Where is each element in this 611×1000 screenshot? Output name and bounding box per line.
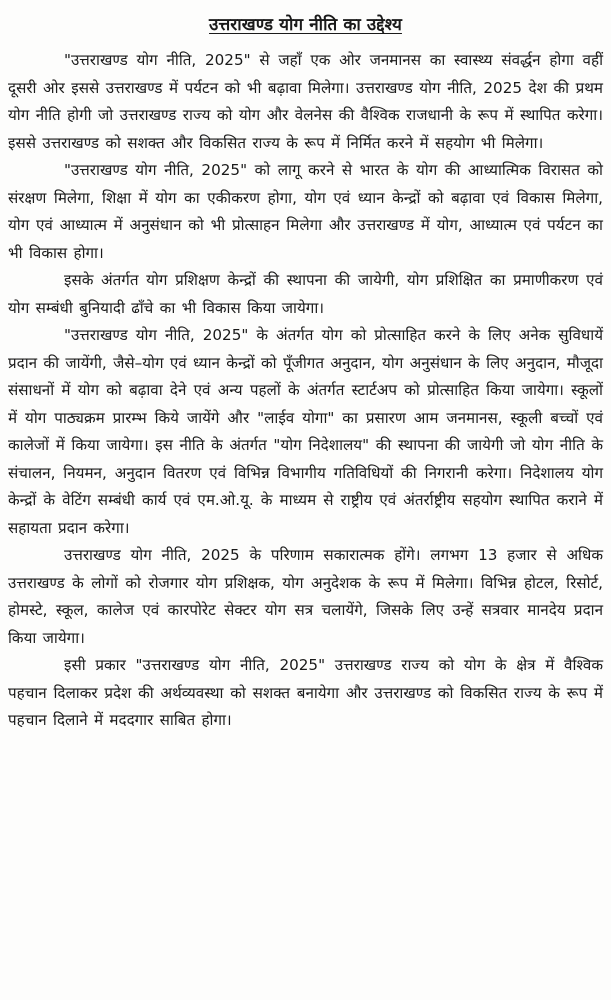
paragraph-3: इसके अंतर्गत योग प्रशिक्षण केन्द्रों की स्थापना की जायेगी, योग प्रशिक्षित का प्रमाणीकरण एवं योग सम्बंधी बुनियादी ढाँचे का भी विकास किया जायेगा। (8, 271, 603, 317)
paragraph-6: इसी प्रकार "उत्तराखण्ड योग नीति, 2025" उत्तराखण्ड राज्य को योग के क्षेत्र में वैश्विक पहचान दिलाकर प्रदेश की अर्थव्यवस्था को सशक्त बनायेगा और उत्तराखण्ड को विकसित राज्य के रूप में पहचान दिलाने में मददगार साबित होगा। (8, 656, 603, 729)
paragraph-5: उत्तराखण्ड योग नीति, 2025 के परिणाम सकारात्मक होंगे। लगभग 13 हजार से अधिक उत्तराखण्ड के लोगों को रोजगार योग प्रशिक्षक, योग अनुदेशक के रूप में मिलेगा। विभिन्न होटल, रिसोर्ट, होमस्टे, स्कूल, कालेज एवं कारपोरेट सेक्टर योग सत्र चलायेंगे, जिसके लिए उन्हें सत्रवार मानदेय प्रदान किया जायेगा। (8, 546, 603, 647)
paragraph-2: "उत्तराखण्ड योग नीति, 2025" को लागू करने से भारत के योग की आध्यात्मिक विरासत को संरक्षण मिलेगा, शिक्षा में योग का एकीकरण होगा, योग एवं ध्यान केन्द्रों को बढ़ावा एवं विकास मिलेगा, योग एवं आध्यात्म में अनुसंधान को भी प्रोत्साहन मिलेगा और उत्तराखण्ड में योग, आध्यात्म एवं पर्यटन का भी विकास होगा। (8, 161, 603, 262)
document-title: उत्तराखण्ड योग नीति का उद्देश्य (209, 15, 402, 35)
paragraph-1: "उत्तराखण्ड योग नीति, 2025" से जहाँ एक ओर जनमानस का स्वास्थ्य संवर्द्धन होगा वहीं दूसरी ओर इससे उत्तराखण्ड में पर्यटन को भी बढ़ावा मिलेगा। उत्तराखण्ड योग नीति, 2025 देश की प्रथम योग नीति होगी जो उत्तराखण्ड राज्य को योग और वेलनेस की वैश्विक राजधानी के रूप में स्थापित करेगा। इससे उत्तराखण्ड को सशक्त और विकसित राज्य के रूप में निर्मित करने में सहयोग भी मिलेगा। (8, 51, 603, 152)
paragraph-4: "उत्तराखण्ड योग नीति, 2025" के अंतर्गत योग को प्रोत्साहित करने के लिए अनेक सुविधायें प्रदान की जायेंगी, जैसे–योग एवं ध्यान केन्द्रों को पूँजीगत अनुदान, योग अनुसंधान के लिए अनुदान, मौजूदा संसाधनों में योग को बढ़ावा देने एवं अन्य पहलों के अंतर्गत स्टार्टअप को प्रोत्साहित किया जायेगा। स्कूलों में योग पाठ्यक्रम प्रारम्भ किये जायेंगे और "लाईव योगा" का प्रसारण आम जनमानस, स्कूली बच्चों एवं कालेजों में किया जायेगा। इस नीति के अंतर्गत "योग निदेशालय" की स्थापना की जायेगी जो योग नीति के संचालन, नियमन, अनुदान वितरण एवं विभिन्न विभागीय गतिविधियों की निगरानी करेगा। निदेशालय योग केन्द्रों के वेटिंग सम्बंधी कार्य एवं एम.ओ.यू. के माध्यम से राष्ट्रीय एवं अंतर्राष्ट्रीय सहयोग स्थापित कराने में सहायता प्रदान करेगा। (8, 326, 603, 537)
